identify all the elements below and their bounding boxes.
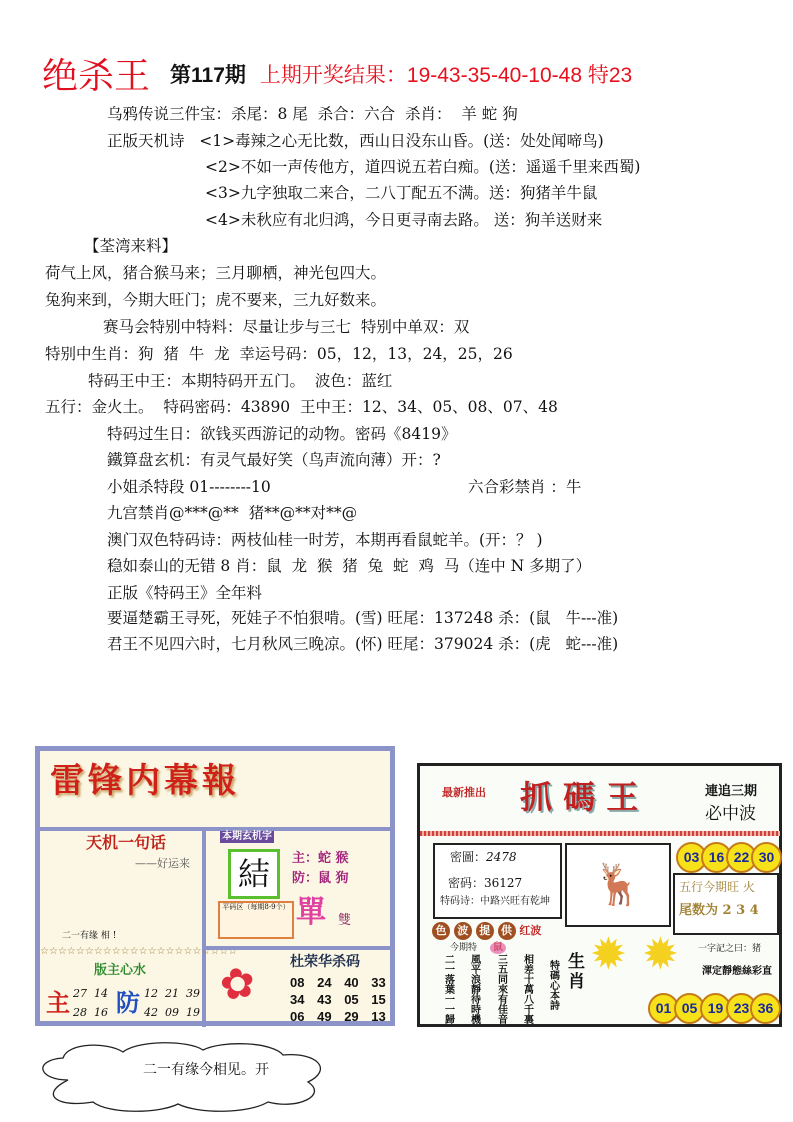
text-line: 特码过生日：欲钱买西游记的动物。密码《8419》 bbox=[107, 425, 457, 443]
text-line: 兔狗来到，今期大旺门；虎不要来，三九好数来。 bbox=[45, 291, 387, 309]
divider bbox=[202, 946, 390, 950]
fang-label: 防 bbox=[116, 988, 140, 1017]
zhu-num: 27 bbox=[73, 987, 87, 1000]
yizi: 一字記之曰：猪 bbox=[698, 944, 762, 954]
fang-zodiac: 防：鼠 狗 bbox=[292, 871, 349, 886]
text-line: 荷气上风，猪合猴马来；三月聊栖，神光包四大。 bbox=[45, 264, 387, 282]
text-line: 赛马会特别中特料：尽量让步与三七 特别中单双：双 bbox=[103, 318, 470, 336]
streak-label: 連追三期 bbox=[705, 784, 758, 799]
mitu-label: 密圖： bbox=[450, 850, 487, 864]
zhu-row bbox=[73, 1006, 108, 1019]
divider bbox=[420, 831, 780, 836]
hongbo: 红波 bbox=[519, 924, 542, 937]
ball: 01 bbox=[648, 993, 679, 1024]
last-result: 上期开奖结果：19-43-35-40-10-48 特23 bbox=[259, 63, 633, 87]
tianji-sub: ——好运来 bbox=[135, 857, 190, 870]
color-tag-row bbox=[432, 922, 541, 940]
pingma-box: 平码区（每期8-9个） bbox=[218, 901, 294, 939]
ball: 16 bbox=[701, 842, 732, 873]
divider bbox=[202, 827, 206, 1027]
text-line: 正版《特码王》全年料 bbox=[107, 584, 263, 602]
tianji-foot: 二一有缘 相 ! bbox=[62, 931, 117, 941]
star-burst-icon: ✹ bbox=[590, 929, 627, 980]
shengxiao-label: 生肖 bbox=[568, 952, 585, 992]
issue-number: 第117期 bbox=[170, 63, 246, 87]
dan-label: 單 bbox=[296, 895, 326, 930]
text-line: <4>未秋应有北归鸿，今日更寻南去路。 送：狗羊送财来 bbox=[205, 211, 603, 229]
bizhong-label: 必中波 bbox=[705, 804, 756, 824]
star-burst-icon: ✹ bbox=[642, 929, 679, 980]
verse-column: 二一落葉一一歸 bbox=[445, 955, 455, 1026]
zhuama-panel bbox=[417, 763, 782, 1027]
text-line: 稳如泰山的无错 8 肖：鼠 龙 猴 猪 兔 蛇 鸡 马（连中 N 多期了） bbox=[107, 557, 592, 575]
section-heading: 【荃湾来料】 bbox=[84, 237, 178, 255]
text-line: 君王不见四六时，七月秋风三晚凉。(怀) 旺尾：379024 杀：(虎 蛇---准) bbox=[107, 635, 619, 653]
killer-num: 49 bbox=[317, 1009, 332, 1024]
page-title: 绝杀王 bbox=[42, 56, 151, 97]
killer-row bbox=[290, 1008, 386, 1025]
killer-num: 24 bbox=[317, 975, 332, 990]
ball: 30 bbox=[751, 842, 782, 873]
text-line: <3>九字独取二来合，二八丁配五不满。送：狗猪羊牛鼠 bbox=[205, 184, 598, 202]
fang-num: 42 bbox=[144, 1006, 158, 1019]
text-line: 九宫禁肖@***@** 猪**@**对**@ bbox=[107, 504, 358, 522]
fang-num: 12 bbox=[144, 987, 158, 1000]
text-line: 五行：金火土。 特码密码：43890 王中王：12、34、05、08、07、48 bbox=[45, 398, 558, 416]
weishu: 尾数为 2 3 4 bbox=[679, 903, 759, 918]
fang-num: 09 bbox=[165, 1006, 179, 1019]
ball: 22 bbox=[726, 842, 757, 873]
zi-title: 本期玄机字 bbox=[222, 831, 272, 842]
verse-column: 風平浪靜待時機 bbox=[471, 955, 481, 1026]
fang-row bbox=[144, 987, 200, 1000]
panel-title: 抓 碼 王 bbox=[520, 778, 639, 816]
killer-title: 杜荣华杀码 bbox=[290, 954, 360, 970]
killer-num: 34 bbox=[290, 992, 305, 1007]
mystery-char: 結 bbox=[228, 849, 280, 899]
ball: 05 bbox=[674, 993, 705, 1024]
ball: 36 bbox=[750, 993, 781, 1024]
ball: 23 bbox=[726, 993, 757, 1024]
killer-num: 43 bbox=[317, 992, 332, 1007]
killer-num: 33 bbox=[371, 975, 386, 990]
fang-num: 19 bbox=[186, 1006, 200, 1019]
fang-num: 21 bbox=[165, 987, 179, 1000]
zhu-num: 28 bbox=[73, 1006, 87, 1019]
ball: 19 bbox=[700, 993, 731, 1024]
header bbox=[42, 48, 632, 99]
color-tag: 供 bbox=[498, 922, 516, 940]
text-line: 特码王中王：本期特码开五门。 波色：蓝红 bbox=[88, 372, 393, 390]
text-line: 小姐杀特段 01--------10 bbox=[107, 478, 271, 496]
zhu-row bbox=[73, 987, 108, 1000]
fang-num: 39 bbox=[186, 987, 200, 1000]
text-line: 要逼楚霸王寻死，死娃子不怕狠啃。(雪) 旺尾：137248 杀：(鼠 牛---准) bbox=[107, 609, 619, 627]
jinqi-label: 今期特 bbox=[450, 943, 478, 953]
leifeng-panel bbox=[35, 746, 395, 1026]
panel-title: 雷锋内幕報 bbox=[50, 761, 240, 801]
ball: 03 bbox=[676, 842, 707, 873]
verse-column: 相差十萬八千裏 bbox=[524, 955, 534, 1026]
killer-num: 29 bbox=[344, 1009, 359, 1024]
text-line: 乌鸦传说三件宝：杀尾：8 尾 杀合：六合 杀肖： 羊 蛇 狗 bbox=[107, 105, 518, 123]
color-tag: 色 bbox=[432, 922, 450, 940]
zhu-num: 16 bbox=[94, 1006, 108, 1019]
shuang-label: 雙 bbox=[338, 913, 352, 928]
killer-num: 08 bbox=[290, 975, 305, 990]
flower-icon: ✿ bbox=[215, 956, 260, 1011]
killer-row bbox=[290, 974, 386, 991]
color-tag: 波 bbox=[454, 922, 472, 940]
zhu-zodiac: 主：蛇 猴 bbox=[292, 851, 349, 866]
verse-column: 特碼心本詩 bbox=[550, 961, 560, 1012]
killer-row bbox=[290, 991, 386, 1008]
mitu-value: 2478 bbox=[486, 850, 517, 864]
text-line: 澳门双色特码诗：两枝仙桂一时芳，本期再看鼠蛇羊。(开：？ ) bbox=[107, 531, 543, 549]
text-line: 六合彩禁肖 ：牛 bbox=[468, 478, 582, 496]
killer-num: 06 bbox=[290, 1009, 305, 1024]
killer-num: 05 bbox=[344, 992, 359, 1007]
tianji-title: 天机一句话 bbox=[86, 833, 167, 852]
mima: 密码：36127 bbox=[448, 876, 523, 890]
mitu-row bbox=[450, 850, 517, 864]
star-divider: ☆☆☆☆☆☆☆☆☆☆☆☆☆☆☆☆☆☆☆☆☆☆ bbox=[40, 946, 238, 957]
text-line: 正版天机诗 <1>毒辣之心无比数，西山日没东山昏。(送：处处闻啼鸟) bbox=[107, 132, 604, 150]
zhu-label: 主 bbox=[46, 988, 70, 1017]
wuxing: 五行今期旺 火 bbox=[679, 880, 755, 894]
verse-column: 三五同來有佳音 bbox=[498, 955, 508, 1026]
new-label: 最新推出 bbox=[442, 786, 486, 799]
killer-num: 15 bbox=[371, 992, 386, 1007]
killer-num: 40 bbox=[344, 975, 359, 990]
poem: 特码诗：中路兴旺有乾坤 bbox=[440, 896, 550, 907]
killer-num: 13 bbox=[371, 1009, 386, 1024]
banzhu-title: 版主心水 bbox=[94, 963, 147, 978]
verse-line: 渾定靜態絲彩直 bbox=[702, 966, 772, 977]
color-tag: 提 bbox=[476, 922, 494, 940]
cloud-text: 二一有缘今相见。开 bbox=[143, 1062, 269, 1078]
text-line: <2>不如一声传他方，道四说五若白痴。(送：遥遥千里来西蜀) bbox=[205, 158, 641, 176]
fang-row bbox=[144, 1006, 200, 1019]
jinqi-zodiac: 鼠 bbox=[490, 942, 506, 954]
text-line: 特别中生肖：狗 猪 牛 龙 幸运号码：05，12，13，24，25，26 bbox=[45, 345, 513, 363]
deer-image: 🦌 bbox=[565, 843, 671, 927]
text-line: 鐵算盘玄机：有灵气最好笑（鸟声流向薄）开：? bbox=[107, 451, 441, 469]
divider bbox=[40, 827, 390, 831]
zhu-num: 14 bbox=[94, 987, 108, 1000]
